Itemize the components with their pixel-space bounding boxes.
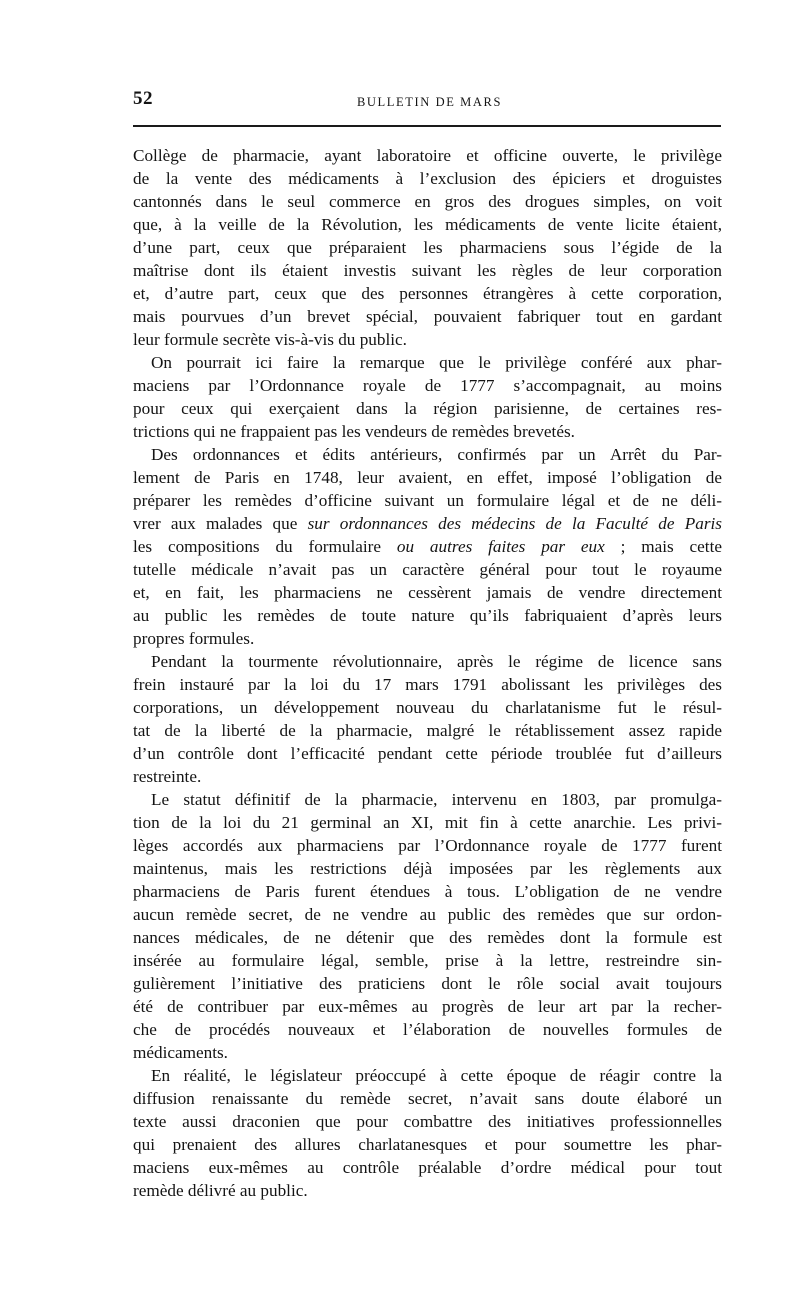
- text-line: tat de la liberté de la pharmacie, malgré le rétablissement assez rapide: [133, 721, 722, 740]
- text-line: remède délivré au public.: [133, 1181, 308, 1200]
- text-span: ; mais cette: [604, 537, 722, 556]
- text-line: que, à la veille de la Révolution, les médicaments de vente licite étaient,: [133, 215, 722, 234]
- text-line: maciens eux-mêmes au contrôle préalable d’ordre médical pour tout: [133, 1158, 722, 1177]
- text-line: [133, 512, 722, 535]
- paragraph-3: [133, 443, 722, 650]
- text-line: leur formule secrète vis-à-vis du public.: [133, 330, 407, 349]
- text-span: les compositions du formulaire: [133, 537, 397, 556]
- text-line: qui prenaient des allures charlatanesques et pour soumettre les phar-: [133, 1135, 722, 1154]
- text-line: au public les remèdes de toute nature qu’ils fabriquaient d’après leurs: [133, 606, 722, 625]
- text-line: Des ordonnances et édits antérieurs, confirmés par un Arrêt du Par-: [151, 445, 722, 464]
- header-rule: [133, 125, 721, 127]
- text-line: insérée au formulaire légal, semble, prise à la lettre, restreindre sin-: [133, 951, 722, 970]
- page-header: [133, 88, 720, 118]
- text-line: che de procédés nouveaux et l’élaboration de nouvelles formules de: [133, 1020, 722, 1039]
- text-line: pharmaciens de Paris furent étendues à tous. L’obligation de ne vendre: [133, 882, 722, 901]
- text-line: frein instauré par la loi du 17 mars 1791 abolissant les privilèges des: [133, 675, 722, 694]
- page-number: 52: [133, 88, 153, 109]
- text-line: En réalité, le législateur préoccupé à cette époque de réagir contre la: [151, 1066, 722, 1085]
- text-line: texte aussi draconien que pour combattre des initiatives professionnelles: [133, 1112, 722, 1131]
- text-line: pour ceux qui exerçaient dans la région parisienne, de certaines res-: [133, 399, 722, 418]
- text-line: On pourrait ici faire la remarque que le privilège conféré aux phar-: [151, 353, 722, 372]
- text-line: trictions qui ne frappaient pas les vendeurs de remèdes brevetés.: [133, 422, 575, 441]
- text-line: Le statut définitif de la pharmacie, intervenu en 1803, par promulga-: [151, 790, 722, 809]
- text-line: et, d’autre part, ceux que des personnes étrangères à cette corporation,: [133, 284, 722, 303]
- body-text: [133, 144, 722, 1202]
- text-line: lement de Paris en 1748, leur avaient, en effet, imposé l’obligation de: [133, 468, 722, 487]
- text-line: propres formules.: [133, 629, 255, 648]
- italic-span: sur ordonnances des médecins de la Faculté de Paris: [307, 514, 722, 533]
- paragraph-4: [133, 650, 722, 788]
- text-line: d’un contrôle dont l’efficacité pendant cette période troublée fut d’ailleurs: [133, 744, 722, 763]
- text-line: diffusion renaissante du remède secret, n’avait sans doute élaboré un: [133, 1089, 722, 1108]
- text-line: nances médicales, de ne détenir que des remèdes dont la formule est: [133, 928, 722, 947]
- italic-span: ou autres faites par eux: [396, 537, 605, 556]
- text-span: vrer aux malades que: [133, 514, 308, 533]
- text-line: préparer les remèdes d’officine suivant un formulaire légal et de ne déli-: [133, 491, 722, 510]
- text-line: maciens par l’Ordonnance royale de 1777 s’accompagnait, au moins: [133, 376, 722, 395]
- text-line: Collège de pharmacie, ayant laboratoire et officine ouverte, le privilège: [133, 146, 722, 165]
- text-line: Pendant la tourmente révolutionnaire, après le régime de licence sans: [151, 652, 722, 671]
- text-line: cantonnés dans le seul commerce en gros des drogues simples, on voit: [133, 192, 722, 211]
- text-line: restreinte.: [133, 767, 202, 786]
- text-line: lèges accordés aux pharmaciens par l’Ordonnance royale de 1777 furent: [133, 836, 722, 855]
- text-line: tion de la loi du 21 germinal an XI, mit fin à cette anarchie. Les privi-: [133, 813, 722, 832]
- text-line: tutelle médicale n’avait pas un caractère général pour tout le royaume: [133, 560, 722, 579]
- text-line: et, en fait, les pharmaciens ne cessèrent jamais de vendre directement: [133, 583, 722, 602]
- text-line: maîtrise dont ils étaient investis suivant les règles de leur corporation: [133, 261, 722, 280]
- paragraph-2: [133, 351, 722, 443]
- running-title: BULLETIN DE MARS: [356, 95, 503, 109]
- text-line: [133, 535, 722, 558]
- text-line: mais pourvues d’un brevet spécial, pouvaient fabriquer tout en gardant: [133, 307, 722, 326]
- text-line: aucun remède secret, de ne vendre au public des remèdes que sur ordon-: [133, 905, 722, 924]
- paragraph-5: [133, 788, 722, 1064]
- text-line: maintenus, mais les restrictions déjà imposées par les règlements aux: [133, 859, 722, 878]
- text-line: médicaments.: [133, 1043, 228, 1062]
- text-line: gulièrement l’initiative des praticiens dont le rôle social avait toujours: [133, 974, 722, 993]
- paragraph-6: [133, 1064, 722, 1202]
- text-line: d’une part, ceux que préparaient les pharmaciens sous l’égide de la: [133, 238, 722, 257]
- text-line: de la vente des médicaments à l’exclusion des épiciers et droguistes: [133, 169, 722, 188]
- text-line: été de contribuer par eux-mêmes au progrès de leur art par la recher-: [133, 997, 722, 1016]
- paragraph-1: [133, 144, 722, 351]
- text-line: corporations, un développement nouveau du charlatanisme fut le résul-: [133, 698, 722, 717]
